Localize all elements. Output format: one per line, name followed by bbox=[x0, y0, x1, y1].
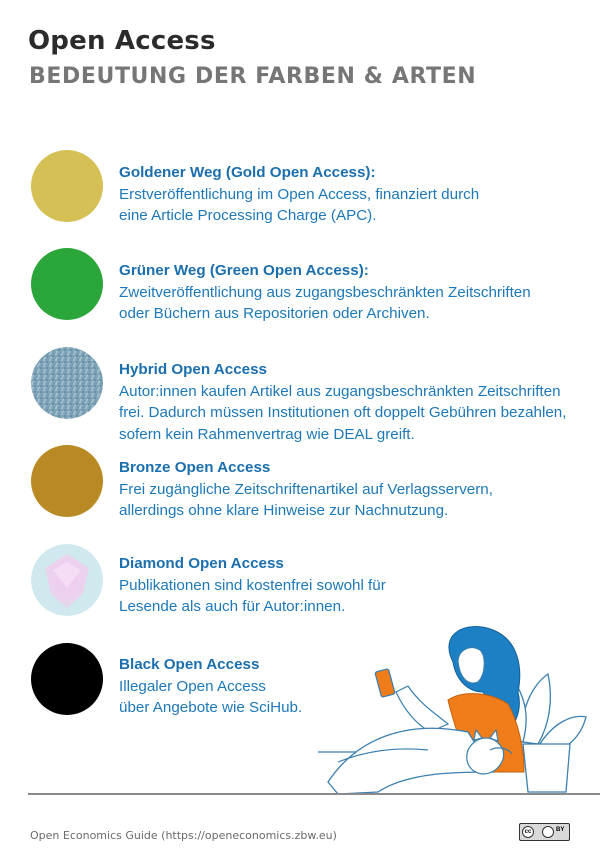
hybrid-circle bbox=[31, 347, 103, 419]
green-circle bbox=[31, 248, 103, 320]
entry-description: Publikationen sind kostenfrei sowohl für Lesende als auch für Autor:innen. bbox=[119, 576, 386, 615]
bronze-circle bbox=[31, 445, 103, 517]
footer-text: Open Economics Guide (https://openeconomics.zbw.eu) bbox=[30, 829, 337, 842]
license-by-label: BY bbox=[556, 827, 565, 833]
attribution-icon bbox=[542, 826, 554, 838]
entry-heading: Grüner Weg (Green Open Access): bbox=[119, 262, 369, 279]
footer-divider bbox=[28, 793, 600, 795]
person-reading-phone-illustration bbox=[318, 622, 588, 794]
entry-heading: Goldener Weg (Gold Open Access): bbox=[119, 164, 376, 181]
entry-heading: Diamond Open Access bbox=[119, 555, 284, 572]
entry-heading: Black Open Access bbox=[119, 656, 260, 673]
cc-by-license-badge bbox=[519, 823, 570, 841]
black-circle bbox=[31, 643, 103, 715]
entry-description: Frei zugängliche Zeitschriftenartikel auf Verlagsservern, allerdings ohne klare Hinweise zur Nachnutzung. bbox=[119, 480, 493, 519]
entry-description: Autor:innen kaufen Artikel aus zugangsbeschränkten Zeitschriften frei. Dadurch müssen Institutionen oft doppelt Gebühren bezahlen, sofern kein Rahmenvertrag wie DEAL greift. bbox=[119, 382, 567, 443]
entry-heading: Hybrid Open Access bbox=[119, 361, 267, 378]
entry-heading: Bronze Open Access bbox=[119, 459, 271, 476]
cc-icon: cc bbox=[522, 826, 534, 838]
page-title: Open Access bbox=[28, 26, 216, 56]
entry-description: Erstveröffentlichung im Open Access, finanziert durch eine Article Processing Charge (APC). bbox=[119, 185, 480, 224]
diamond-circle bbox=[31, 544, 103, 616]
page-subtitle: BEDEUTUNG DER FARBEN & ARTEN bbox=[29, 64, 477, 89]
entry-description: Illegaler Open Access über Angebote wie SciHub. bbox=[119, 677, 303, 716]
gold-circle bbox=[31, 150, 103, 222]
entry-description: Zweitveröffentlichung aus zugangsbeschränkten Zeitschriften oder Büchern aus Repositorien oder Archiven. bbox=[119, 283, 531, 322]
